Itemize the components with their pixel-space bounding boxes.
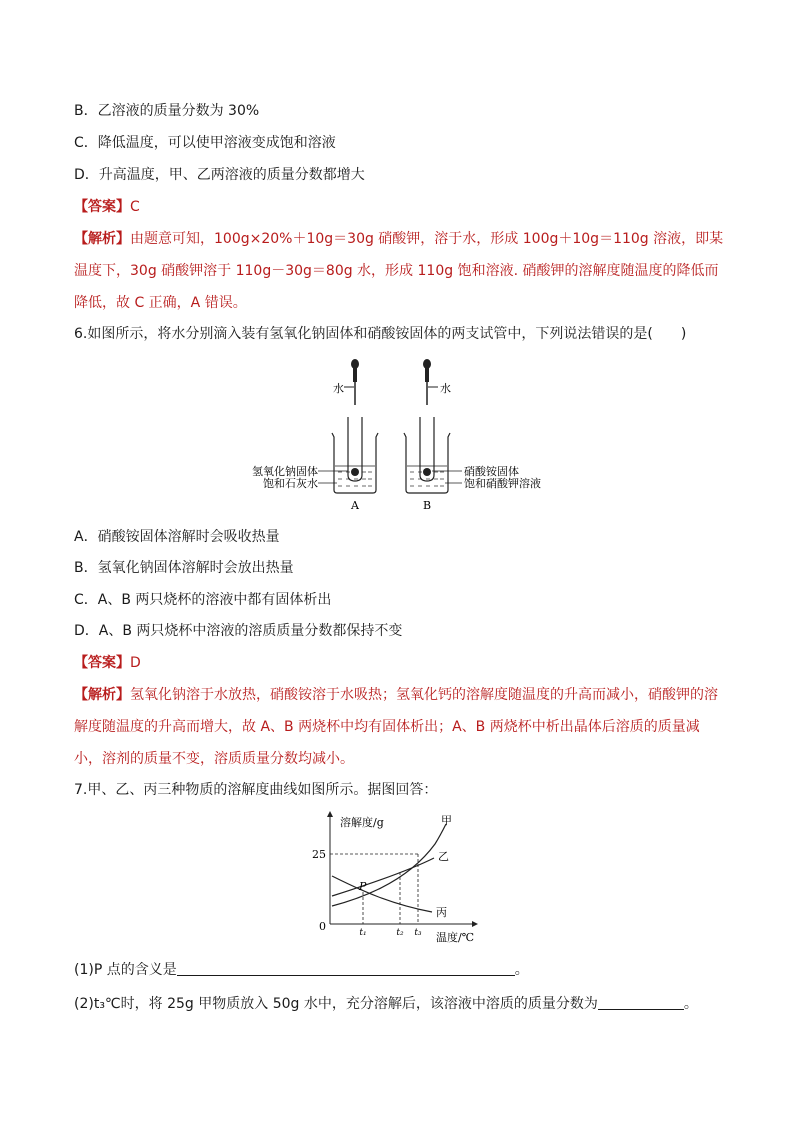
sub2-prefix: (2)t₃℃时，将 25g 甲物质放入 50g 水中，充分溶解后，该溶液中溶质的质量分数为	[74, 996, 598, 1012]
curve-jia-label: 甲	[441, 814, 452, 827]
y-axis-label: 溶解度/g	[340, 816, 384, 829]
water-label-right: 水	[440, 382, 451, 395]
q5-option-c: C．降低温度，可以使甲溶液变成饱和溶液	[74, 135, 336, 151]
label-naoh-solid: 氢氧化钠固体	[252, 465, 318, 478]
q7-solubility-graph	[310, 808, 490, 948]
beaker-a-label: A	[351, 499, 359, 512]
dropper-left-icon	[344, 359, 359, 405]
label-nh4no3-solid: 硝酸铵固体	[464, 465, 519, 478]
label-kno3-solution: 饱和硝酸钾溶液	[464, 477, 541, 490]
analysis-tag: 【解析】	[74, 231, 130, 247]
sub2-suffix: 。	[683, 996, 698, 1012]
beaker-b	[404, 417, 450, 493]
y-tick-25: 25	[312, 848, 326, 861]
q5-analysis	[74, 223, 724, 319]
answer-value: C	[130, 199, 140, 215]
q7-sub1	[74, 960, 529, 980]
tick-t1: t₁	[359, 928, 367, 938]
q7-sub2	[74, 994, 698, 1014]
q6-answer	[74, 653, 141, 673]
analysis-tag: 【解析】	[74, 687, 130, 703]
curve-bing-label: 丙	[436, 906, 447, 919]
dropper-right-icon	[423, 359, 438, 405]
x-axis-label: 温度/℃	[436, 931, 475, 944]
sub1-prefix: (1)P 点的含义是	[74, 962, 177, 978]
sub2-answer-blank[interactable]	[598, 995, 684, 1010]
beaker-a	[332, 417, 378, 493]
answer-tag: 【答案】	[74, 199, 130, 215]
q6-option-b: B．氢氧化钠固体溶解时会放出热量	[74, 560, 294, 576]
curve-bing	[332, 876, 432, 912]
answer-value: D	[130, 655, 141, 671]
water-label-left: 水	[333, 382, 344, 395]
q7-stem: 7.甲、乙、丙三种物质的溶解度曲线如图所示。据图回答：	[74, 782, 438, 798]
point-p-label: P	[359, 880, 367, 893]
label-limewater: 饱和石灰水	[263, 477, 318, 490]
q6-figure	[240, 355, 560, 515]
tick-t2: t₂	[396, 928, 404, 938]
q6-option-a: A．硝酸铵固体溶解时会吸收热量	[74, 529, 280, 545]
beaker-b-label: B	[422, 499, 432, 512]
guide-lines	[330, 854, 418, 924]
curve-yi-label: 乙	[438, 850, 449, 863]
q6-option-c: C．A、B 两只烧杯的溶液中都有固体析出	[74, 592, 332, 608]
q6-analysis	[74, 679, 724, 775]
analysis-text: 氢氧化钠溶于水放热，硝酸铵溶于水吸热；氢氧化钙的溶解度随温度的升高而减小，硝酸钾的溶解度随温度的升高而增大，故 A、B 两烧杯中均有固体析出；A、B 两烧杯中析出晶体后溶质的质量减小，溶剂的质量不变，溶质质量分数均减小。	[74, 687, 718, 767]
sub1-suffix: 。	[514, 962, 529, 978]
q5-option-b: B．乙溶液的质量分数为 30%	[74, 103, 260, 119]
q6-option-d: D．A、B 两只烧杯中溶液的溶质质量分数都保持不变	[74, 623, 403, 639]
analysis-text: 由题意可知，100g×20%＋10g＝30g 硝酸钾，溶于水，形成 100g＋10g＝110g 溶液，即某温度下，30g 硝酸钾溶于 110g－30g＝80g 水，形成 110g 饱和溶液. 硝酸钾的溶解度随温度的降低而降低，故 C 正确，A 错误。	[74, 231, 724, 311]
q6-stem: 6.如图所示，将水分别滴入装有氢氧化钠固体和硝酸铵固体的两支试管中，下列说法错误的是( )	[74, 326, 687, 342]
tick-t3: t₃	[414, 928, 422, 938]
curve-jia	[332, 824, 446, 906]
q5-answer	[74, 197, 140, 217]
sub1-answer-blank[interactable]	[177, 961, 515, 976]
origin-label: 0	[319, 920, 326, 933]
answer-tag: 【答案】	[74, 655, 130, 671]
curve-yi	[332, 858, 434, 896]
q5-option-d: D．升高温度，甲、乙两溶液的质量分数都增大	[74, 167, 365, 183]
